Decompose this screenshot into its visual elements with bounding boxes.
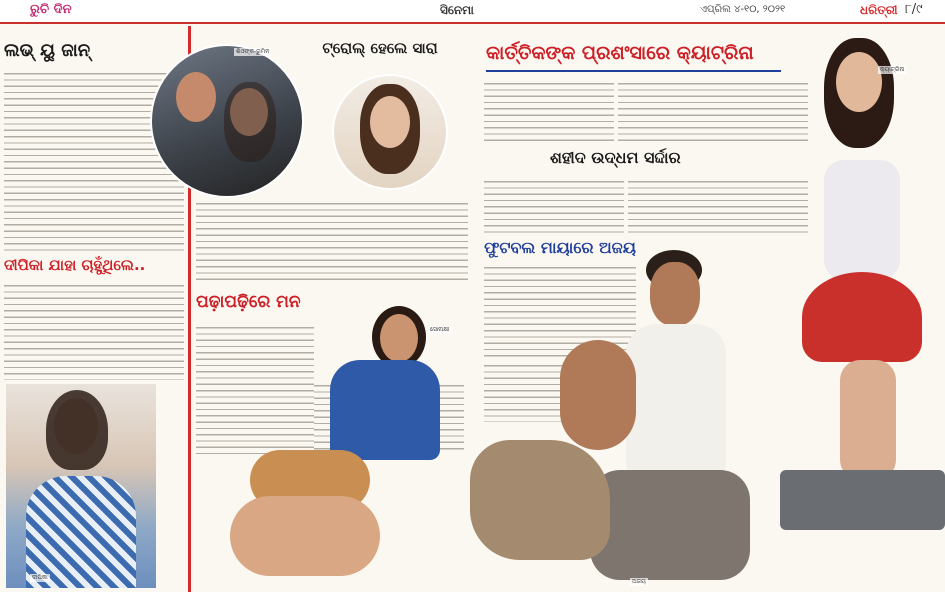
photo-caption: ଅଜୟ [632, 578, 646, 585]
driftwood [470, 440, 610, 560]
dress-shape [26, 476, 136, 588]
section-name: ରୁଚି ଦିନ [30, 2, 72, 17]
katrina-face [836, 52, 882, 112]
katrina-bench [780, 470, 945, 530]
article-title: ଦୀପିକା ଯାହା ଚାହୁଁଥିଲେ.. [4, 256, 146, 274]
article-deepika [0, 258, 188, 592]
sonakshi-shirt [330, 360, 440, 460]
newspaper-logo: ଧରିତ୍ରୀ [860, 3, 898, 17]
article-title-shaheed: ଶହୀଦ ଉଦ୍ଧମ ସର୍ଦ୍ଦାର [550, 148, 681, 167]
ajay-face [650, 262, 700, 326]
photo-caption: କ୍ୟାଟ୍ରିନା [880, 66, 905, 73]
katrina-legs [840, 360, 896, 480]
ajay-arm [560, 340, 636, 450]
photo-caption: ସୋନାକ୍ଷୀ [430, 326, 450, 333]
sonakshi-legs [230, 496, 380, 576]
shaheed-body-2 [628, 176, 808, 234]
hair-shape [46, 390, 108, 470]
man-face [176, 72, 216, 122]
article-title-ajay: ଫୁଟବଲ ମାୟାରେ ଅଜୟ [484, 238, 636, 257]
article-title-katrina: କାର୍ତ୍ତିକଙ୍କ ପ୍ରଶଂସାରେ କ୍ୟାଟ୍ରିନା [486, 42, 754, 64]
katrina-skirt [802, 272, 922, 362]
article-body [4, 280, 184, 380]
article-title-padha-padhi: ପଢ଼ାପଢ଼ିରେ ମନ [196, 292, 301, 312]
troll-sara-body [196, 198, 468, 282]
title-underline [486, 70, 781, 72]
article-title: ଲଭ୍ ୟୁ ଜାନ୍ [4, 40, 91, 61]
katrina-body [484, 78, 614, 142]
sara-photo [332, 74, 448, 190]
page-header [0, 0, 945, 24]
page-number: ୮/୯ [905, 2, 923, 17]
sara-face [370, 96, 410, 148]
sonakshi-face [380, 314, 418, 362]
woman-hair [224, 82, 276, 162]
katrina-photo [780, 30, 945, 592]
deepika-photo [6, 384, 156, 588]
category-name: ସିନେମା [440, 3, 474, 17]
issue-date: ଏପ୍ରିଲ ୪-୧୦, ୨୦୨୧ [700, 4, 786, 15]
photo-caption: ଶିଓଙ୍କ-ରୁମିନ [236, 48, 270, 55]
ajay-vest [626, 324, 726, 474]
article-title-troll-sara: ଟ୍ରୋଲ୍ ହେଲେ ସାରା [322, 39, 438, 57]
couple-photo [150, 44, 304, 198]
ajay-jeans [590, 470, 750, 580]
ajay-photo [440, 250, 795, 592]
katrina-top [824, 160, 900, 280]
shaheed-body [484, 176, 624, 234]
photo-caption: ଦୀପିକା [32, 574, 48, 581]
